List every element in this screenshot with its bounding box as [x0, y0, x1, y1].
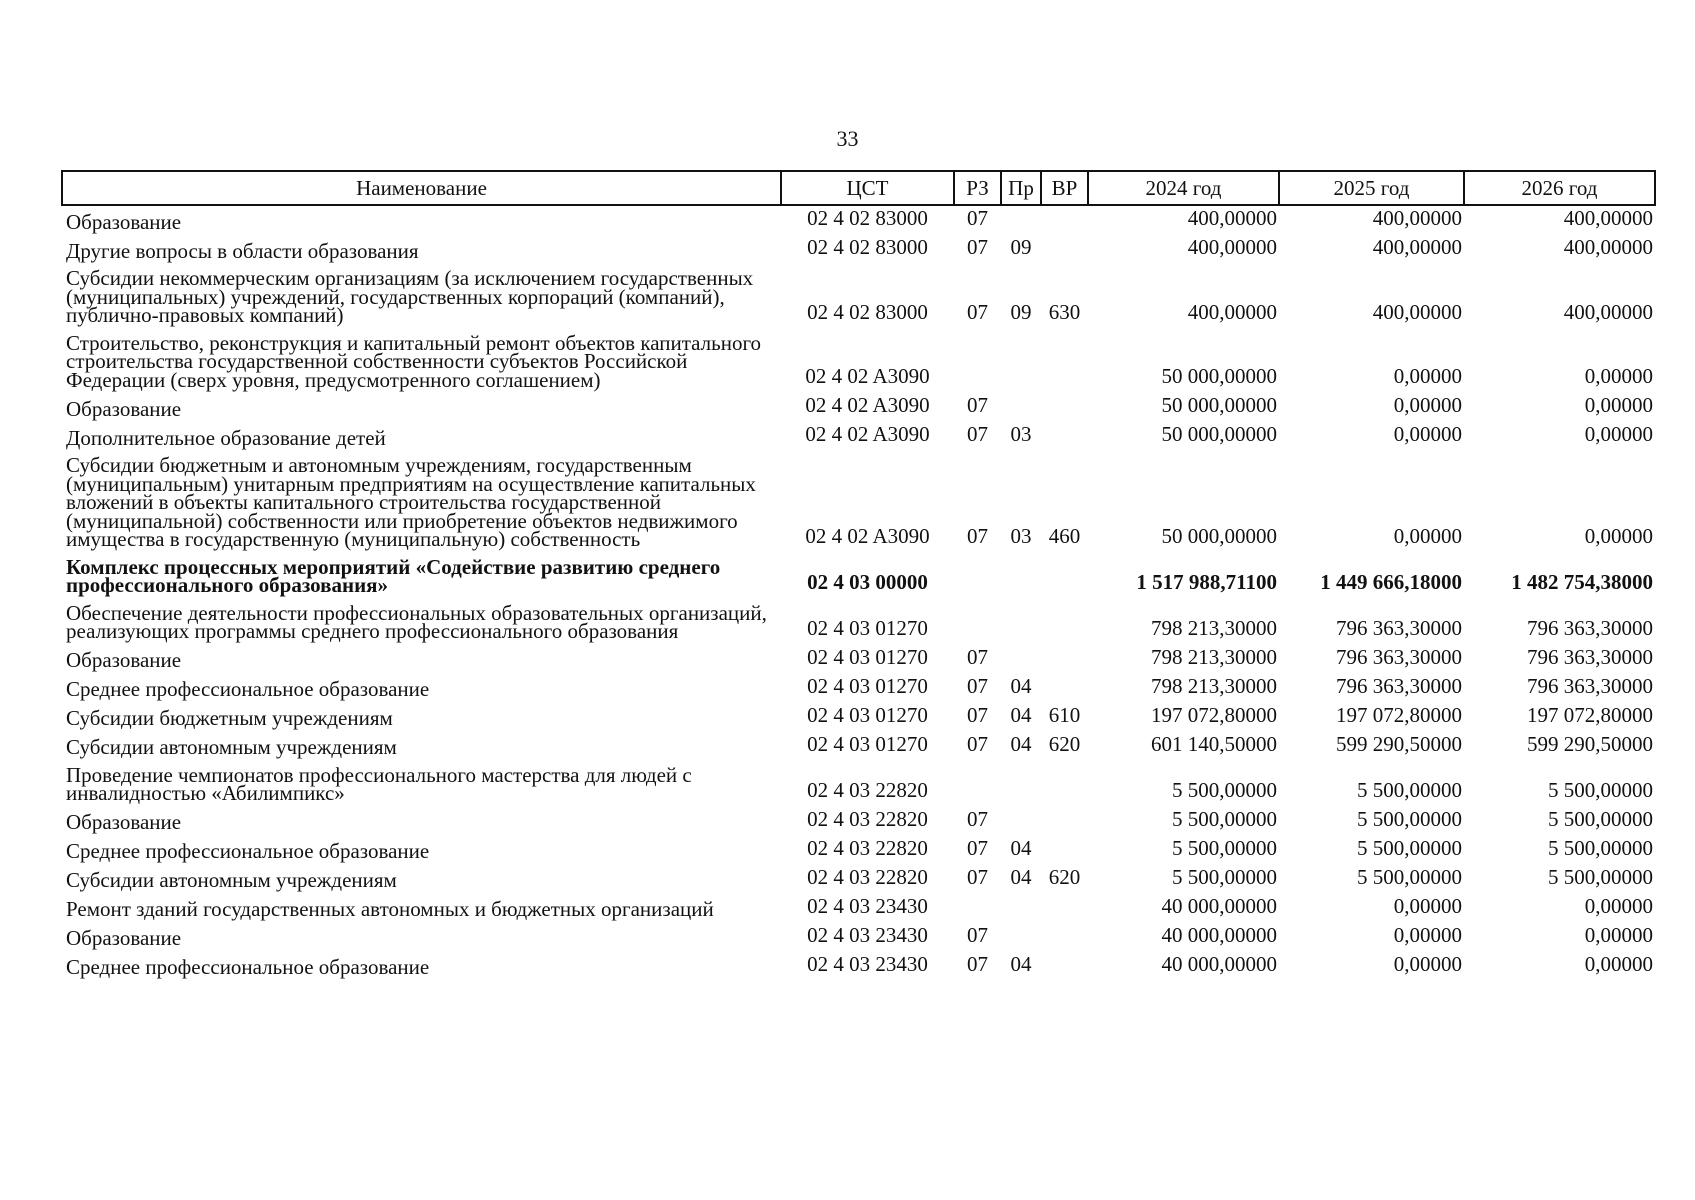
- row-cst: 02 4 03 22820: [807, 864, 928, 889]
- row-pr: 04: [1010, 731, 1032, 756]
- row-amount-2025: 796 363,30000: [1336, 615, 1462, 640]
- column-header-pr: Пр: [1001, 171, 1041, 205]
- column-header-2026: 2026 год: [1464, 171, 1655, 205]
- row-amount-2026: 796 363,30000: [1527, 673, 1653, 698]
- row-name: Обеспечение деятельности профессиональных образовательных организаций, реализующих программы среднего профессионального образования: [66, 600, 767, 643]
- row-amount-2026: 197 072,80000: [1527, 702, 1653, 727]
- table-row: [62, 807, 1655, 836]
- row-name: Образование: [66, 209, 182, 234]
- row-vr: [1041, 599, 1088, 645]
- row-cst: 02 4 02 A3090: [805, 393, 930, 417]
- row-amount-2025: 0,00000: [1393, 393, 1462, 417]
- row-pr: [1001, 894, 1041, 923]
- row-rz: 07: [967, 702, 988, 727]
- row-rz: 07: [967, 673, 988, 698]
- row-rz: 07: [967, 644, 988, 669]
- budget-table: [61, 170, 1656, 981]
- row-amount-2024: 798 213,30000: [1151, 673, 1277, 698]
- row-amount-2026: 0,00000: [1584, 523, 1653, 548]
- row-name: Образование: [66, 926, 182, 950]
- row-amount-2024: 50 000,00000: [1161, 393, 1277, 417]
- row-amount-2024: 400,00000: [1187, 235, 1277, 259]
- row-pr: 04: [1010, 673, 1032, 698]
- row-pr: 03: [1010, 422, 1032, 446]
- row-amount-2024: 798 213,30000: [1151, 644, 1277, 669]
- row-amount-2025: 1 449 666,18000: [1320, 569, 1462, 594]
- row-vr: [1041, 674, 1088, 703]
- row-amount-2024: 197 072,80000: [1151, 702, 1277, 727]
- row-amount-2024: 5 500,00000: [1172, 777, 1277, 802]
- row-name: Образование: [66, 396, 182, 421]
- row-rz: 07: [967, 806, 988, 831]
- row-vr: [1041, 422, 1088, 451]
- row-vr: [1041, 923, 1088, 952]
- row-vr: 630: [1048, 299, 1081, 324]
- row-amount-2025: 0,00000: [1393, 922, 1462, 947]
- row-name: Среднее профессиональное образование: [66, 955, 430, 979]
- row-vr: [1041, 952, 1088, 981]
- row-cst: 02 4 03 01270: [807, 615, 928, 640]
- row-amount-2024: 5 500,00000: [1172, 864, 1277, 889]
- table-row: [62, 553, 1655, 599]
- row-amount-2026: 5 500,00000: [1548, 806, 1653, 831]
- row-vr: 610: [1048, 702, 1081, 727]
- table-body: [62, 205, 1655, 981]
- row-name: Субсидии автономным учреждениям: [66, 735, 397, 759]
- row-amount-2026: 5 500,00000: [1548, 835, 1653, 860]
- row-name: Среднее профессиональное образование: [66, 839, 430, 863]
- row-amount-2025: 0,00000: [1393, 893, 1462, 918]
- row-vr: [1041, 894, 1088, 923]
- row-rz: [954, 599, 1001, 645]
- row-cst: 02 4 03 00000: [807, 569, 928, 594]
- row-name: Среднее профессиональное образование: [66, 677, 430, 701]
- table-row: [62, 732, 1655, 761]
- row-name: Субсидии бюджетным и автономным учреждениям, государственным (муниципальным) унитарным предприятиям на осуществление капитальных вложений в объекты капитального строительства государственной (муниципальной) собственности или приобретение объектов недвижимого имущества в государственную (муниципальную) собственность: [66, 453, 756, 551]
- row-amount-2026: 400,00000: [1563, 206, 1653, 230]
- row-rz: [954, 761, 1001, 807]
- row-rz: 07: [967, 864, 988, 889]
- row-amount-2025: 400,00000: [1372, 235, 1462, 259]
- column-header-2025: 2025 год: [1279, 171, 1464, 205]
- row-amount-2025: 796 363,30000: [1336, 644, 1462, 669]
- row-name: Ремонт зданий государственных автономных и бюджетных организаций: [66, 897, 714, 921]
- row-vr: [1041, 329, 1088, 394]
- row-amount-2026: 0,00000: [1584, 922, 1653, 947]
- table-row: [62, 422, 1655, 451]
- row-name: Дополнительное образование детей: [66, 425, 386, 450]
- row-vr: [1041, 761, 1088, 807]
- column-header-2024: 2024 год: [1088, 171, 1279, 205]
- row-amount-2024: 798 213,30000: [1151, 615, 1277, 640]
- row-pr: [1001, 393, 1041, 422]
- row-rz: [954, 553, 1001, 599]
- row-amount-2025: 5 500,00000: [1357, 806, 1462, 831]
- row-rz: 07: [967, 835, 988, 860]
- row-amount-2024: 40 000,00000: [1161, 922, 1277, 947]
- row-amount-2025: 5 500,00000: [1357, 864, 1462, 889]
- row-cst: 02 4 02 83000: [807, 299, 928, 324]
- row-amount-2026: 599 290,50000: [1527, 731, 1653, 756]
- row-rz: 07: [967, 206, 988, 230]
- column-header-cst: ЦСТ: [781, 171, 954, 205]
- row-cst: 02 4 02 A3090: [805, 422, 930, 446]
- row-amount-2024: 5 500,00000: [1172, 806, 1277, 831]
- column-header-rz: РЗ: [954, 171, 1001, 205]
- table-row: [62, 836, 1655, 865]
- row-name: Другие вопросы в области образования: [66, 238, 419, 263]
- table-row: [62, 952, 1655, 981]
- row-vr: [1041, 235, 1088, 264]
- row-amount-2025: 400,00000: [1372, 206, 1462, 230]
- table-row: [62, 761, 1655, 807]
- row-name: Проведение чемпионатов профессионального мастерства для людей с инвалидностью «Абилимпикс»: [66, 762, 692, 805]
- row-amount-2024: 601 140,50000: [1151, 731, 1277, 756]
- row-amount-2026: 400,00000: [1563, 299, 1653, 324]
- column-header-vr: ВР: [1041, 171, 1088, 205]
- row-cst: 02 4 03 23430: [807, 893, 928, 918]
- table-row: [62, 264, 1655, 329]
- row-amount-2026: 0,00000: [1584, 364, 1653, 388]
- table-row: [62, 451, 1655, 553]
- row-vr: 620: [1048, 864, 1081, 889]
- row-name: Образование: [66, 648, 182, 672]
- table-row: [62, 703, 1655, 732]
- row-rz: 07: [967, 393, 988, 417]
- table-header: [62, 171, 1655, 205]
- row-amount-2025: 0,00000: [1393, 364, 1462, 388]
- row-amount-2025: 0,00000: [1393, 951, 1462, 976]
- row-amount-2025: 0,00000: [1393, 523, 1462, 548]
- row-amount-2024: 5 500,00000: [1172, 835, 1277, 860]
- table-row: [62, 865, 1655, 894]
- row-cst: 02 4 03 23430: [807, 951, 928, 976]
- table-row: [62, 393, 1655, 422]
- row-pr: [1001, 553, 1041, 599]
- row-rz: 07: [967, 731, 988, 756]
- row-amount-2024: 50 000,00000: [1161, 523, 1277, 548]
- row-vr: [1041, 645, 1088, 674]
- row-name: Образование: [66, 810, 182, 834]
- row-pr: 04: [1010, 951, 1032, 976]
- row-pr: [1001, 923, 1041, 952]
- row-name: Комплекс процессных мероприятий «Содействие развитию среднего профессионального образования»: [66, 554, 721, 597]
- table-row: [62, 645, 1655, 674]
- table-row: [62, 329, 1655, 394]
- row-cst: 02 4 03 22820: [807, 806, 928, 831]
- row-amount-2024: 40 000,00000: [1161, 893, 1277, 918]
- row-cst: 02 4 03 01270: [807, 673, 928, 698]
- row-cst: 02 4 03 23430: [807, 922, 928, 947]
- row-cst: 02 4 03 01270: [807, 644, 928, 669]
- row-cst: 02 4 03 22820: [807, 835, 928, 860]
- row-name: Субсидии автономным учреждениям: [66, 868, 397, 892]
- row-name: Субсидии бюджетным учреждениям: [66, 706, 393, 730]
- row-cst: 02 4 03 01270: [807, 731, 928, 756]
- row-amount-2024: 1 517 988,71100: [1136, 569, 1277, 594]
- row-pr: 09: [1010, 235, 1032, 259]
- row-rz: 07: [967, 951, 988, 976]
- table-row: [62, 894, 1655, 923]
- row-amount-2026: 0,00000: [1584, 893, 1653, 918]
- row-amount-2025: 796 363,30000: [1336, 673, 1462, 698]
- table-row: [62, 923, 1655, 952]
- table-row: [62, 599, 1655, 645]
- row-amount-2024: 50 000,00000: [1161, 422, 1277, 446]
- row-rz: 07: [967, 922, 988, 947]
- row-pr: 03: [1010, 523, 1032, 548]
- row-pr: [1001, 807, 1041, 836]
- table-row: [62, 205, 1655, 235]
- row-pr: [1001, 205, 1041, 235]
- row-amount-2026: 0,00000: [1584, 393, 1653, 417]
- row-rz: 07: [967, 422, 988, 446]
- row-amount-2026: 1 482 754,38000: [1511, 569, 1653, 594]
- row-pr: 04: [1010, 864, 1032, 889]
- row-cst: 02 4 02 83000: [807, 235, 928, 259]
- row-amount-2025: 5 500,00000: [1357, 835, 1462, 860]
- row-pr: 04: [1010, 702, 1032, 727]
- page-number: 33: [836, 126, 859, 151]
- row-amount-2026: 796 363,30000: [1527, 644, 1653, 669]
- row-vr: 460: [1048, 523, 1081, 548]
- row-vr: 620: [1048, 731, 1081, 756]
- row-vr: [1041, 836, 1088, 865]
- row-name: Субсидии некоммерческим организациям (за исключением государственных (муниципальных) учреждений, государственных корпораций (компаний), публично-правовых компаний): [66, 266, 754, 327]
- row-amount-2024: 400,00000: [1187, 299, 1277, 324]
- row-cst: 02 4 02 A3090: [805, 523, 930, 548]
- row-cst: 02 4 03 01270: [807, 702, 928, 727]
- row-amount-2024: 50 000,00000: [1161, 364, 1277, 388]
- row-amount-2025: 0,00000: [1393, 422, 1462, 446]
- column-header-name: Наименование: [62, 171, 781, 205]
- row-cst: 02 4 02 83000: [807, 206, 928, 230]
- row-pr: [1001, 761, 1041, 807]
- row-amount-2024: 400,00000: [1187, 206, 1277, 230]
- row-pr: [1001, 329, 1041, 394]
- row-amount-2026: 0,00000: [1584, 951, 1653, 976]
- row-amount-2026: 796 363,30000: [1527, 615, 1653, 640]
- row-amount-2026: 400,00000: [1563, 235, 1653, 259]
- row-amount-2025: 197 072,80000: [1336, 702, 1462, 727]
- row-vr: [1041, 807, 1088, 836]
- row-amount-2025: 5 500,00000: [1357, 777, 1462, 802]
- row-pr: 09: [1010, 299, 1032, 324]
- row-cst: 02 4 03 22820: [807, 777, 928, 802]
- row-amount-2025: 400,00000: [1372, 299, 1462, 324]
- row-amount-2026: 5 500,00000: [1548, 864, 1653, 889]
- row-vr: [1041, 553, 1088, 599]
- row-rz: [954, 329, 1001, 394]
- row-amount-2024: 40 000,00000: [1161, 951, 1277, 976]
- row-rz: 07: [967, 299, 988, 324]
- row-vr: [1041, 205, 1088, 235]
- row-pr: [1001, 599, 1041, 645]
- row-amount-2026: 0,00000: [1584, 422, 1653, 446]
- row-rz: 07: [967, 235, 988, 259]
- row-amount-2025: 599 290,50000: [1336, 731, 1462, 756]
- row-rz: [954, 894, 1001, 923]
- row-cst: 02 4 02 A3090: [805, 364, 930, 388]
- row-rz: 07: [967, 523, 988, 548]
- table-row: [62, 235, 1655, 264]
- row-name: Строительство, реконструкция и капитальный ремонт объектов капитального строительства государственной собственности субъектов Российской Федерации (сверх уровня, предусмотренного соглашением): [66, 330, 762, 392]
- table-row: [62, 674, 1655, 703]
- row-pr: 04: [1010, 835, 1032, 860]
- row-amount-2026: 5 500,00000: [1548, 777, 1653, 802]
- row-pr: [1001, 645, 1041, 674]
- row-vr: [1041, 393, 1088, 422]
